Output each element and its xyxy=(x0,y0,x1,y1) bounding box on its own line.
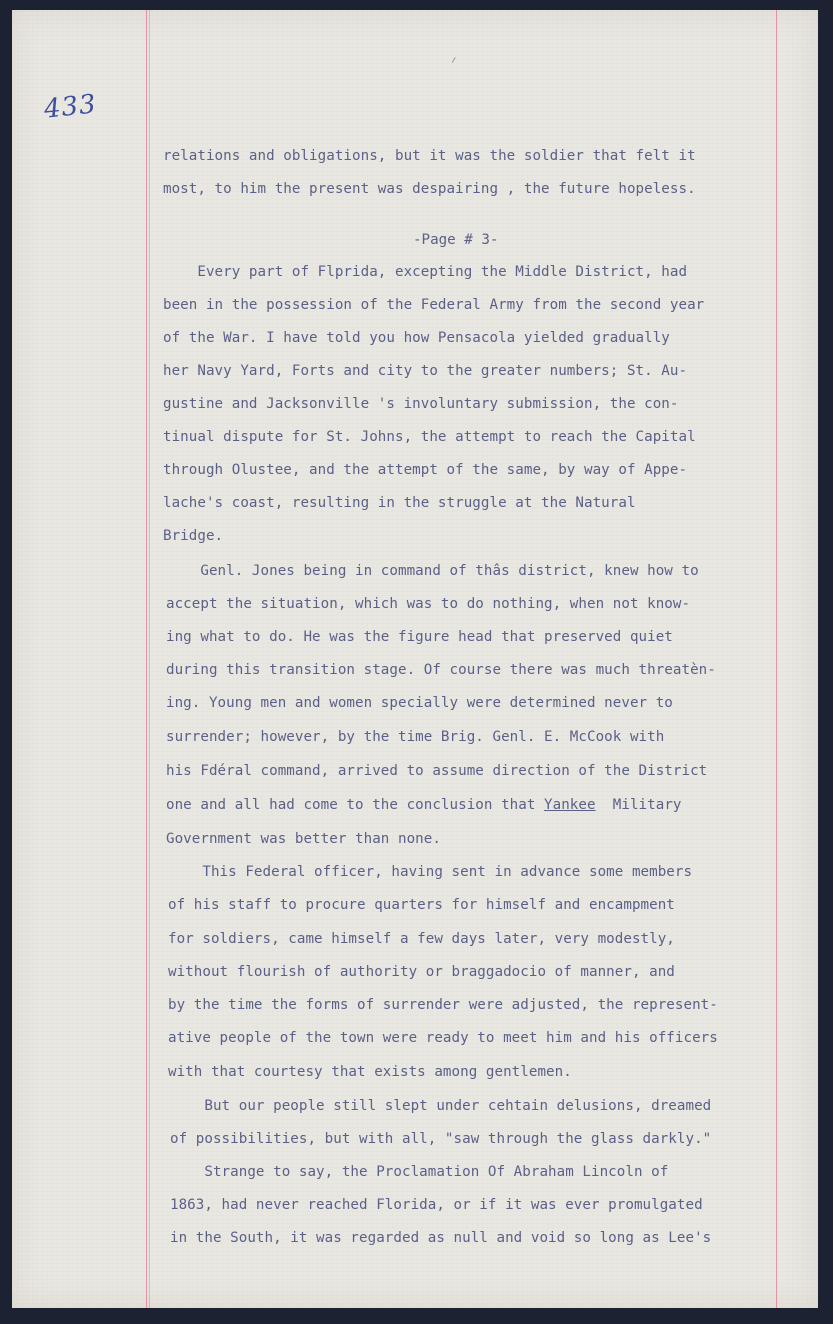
text-line: accept the situation, which was to do nothing, when not know- xyxy=(166,596,691,612)
text-line: in the South, it was regarded as null and void so long as Lee's xyxy=(170,1230,712,1246)
text-line: of the War. I have told you how Pensacola yielded gradually xyxy=(163,330,670,346)
text-line: But our people still slept under cehtain delusions, dreamed xyxy=(170,1098,712,1114)
underlined-word: Yankee xyxy=(544,797,596,813)
handwritten-page-number: 433 xyxy=(42,89,99,125)
text-line: This Federal officer, having sent in advance some members xyxy=(168,864,693,880)
text-segment: one and all had come to the conclusion that xyxy=(166,797,545,813)
text-line: ing. Young men and women specially were determined never to xyxy=(166,695,673,711)
text-line: Every part of Flprida, excepting the Middle District, had xyxy=(163,264,688,280)
text-line: of possibilities, but with all, "saw through the glass darkly." xyxy=(170,1131,712,1147)
text-line: by the time the forms of surrender were adjusted, the represent- xyxy=(168,997,718,1013)
page-heading: -Page # 3- xyxy=(413,232,499,248)
text-line: ative people of the town were ready to meet him and his officers xyxy=(168,1030,718,1046)
text-line: with that courtesy that exists among gentlemen. xyxy=(168,1064,572,1080)
text-line: Genl. Jones being in command of thâs district, knew how to xyxy=(166,563,699,579)
text-line: without flourish of authority or braggadocio of manner, and xyxy=(168,964,675,980)
text-line: her Navy Yard, Forts and city to the greater numbers; St. Au- xyxy=(163,363,688,379)
text-segment: Military xyxy=(595,797,682,813)
text-line: Bridge. xyxy=(163,528,224,544)
left-margin-rule-secondary xyxy=(149,10,150,1308)
text-line: relations and obligations, but it was the soldier that felt it xyxy=(163,148,696,164)
text-line: lache's coast, resulting in the struggle at the Natural xyxy=(163,495,636,511)
text-line: his Fdéral command, arrived to assume direction of the District xyxy=(166,763,708,779)
text-line: tinual dispute for St. Johns, the attempt to reach the Capital xyxy=(163,429,696,445)
text-line-with-underline xyxy=(166,797,682,813)
text-line: surrender; however, by the time Brig. Genl. E. McCook with xyxy=(166,729,665,745)
text-line: for soldiers, came himself a few days later, very modestly, xyxy=(168,931,675,947)
text-line: gustine and Jacksonville 's involuntary submission, the con- xyxy=(163,396,679,412)
text-line: Strange to say, the Proclamation Of Abraham Lincoln of xyxy=(170,1164,669,1180)
right-margin-rule xyxy=(776,10,777,1308)
text-line: ing what to do. He was the figure head that preserved quiet xyxy=(166,629,673,645)
left-margin-rule xyxy=(146,10,147,1308)
text-line: through Olustee, and the attempt of the same, by way of Appe- xyxy=(163,462,688,478)
text-line: Government was better than none. xyxy=(166,831,441,847)
text-line: most, to him the present was despairing , the future hopeless. xyxy=(163,181,696,197)
text-line: of his staff to procure quarters for himself and encampment xyxy=(168,897,675,913)
text-line: during this transition stage. Of course there was much threatèn- xyxy=(166,662,716,678)
text-line: been in the possession of the Federal Army from the second year xyxy=(163,297,705,313)
text-line: 1863, had never reached Florida, or if it was ever promulgated xyxy=(170,1197,703,1213)
